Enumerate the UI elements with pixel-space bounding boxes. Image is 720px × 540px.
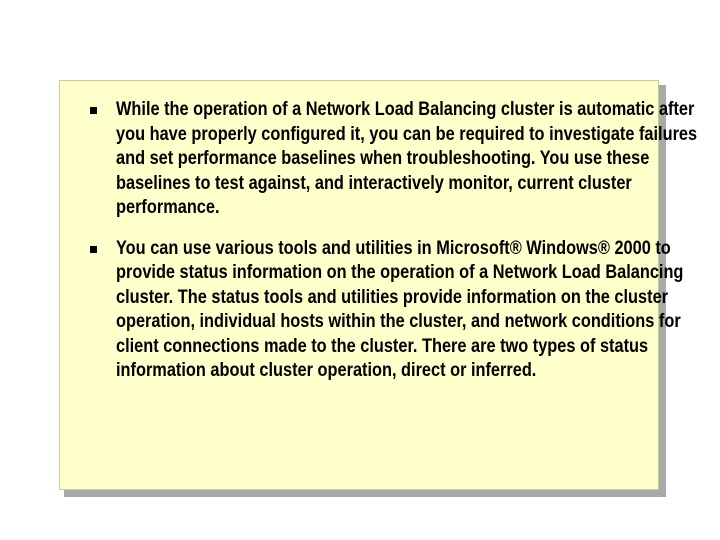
content-panel bbox=[59, 80, 698, 490]
bullet-item bbox=[90, 237, 684, 384]
square-bullet-icon bbox=[90, 107, 97, 114]
bullet-list bbox=[90, 98, 698, 400]
square-bullet-icon bbox=[90, 246, 97, 253]
bullet-text: You can use various tools and utilities in Microsoft® Windows® 2000 to provide status information on the operation of a Network Load Balancing cluster. The status tools and utilities provide information on the cluster operation, individual hosts within the cluster, and network conditions for client connections made to the cluster. There are two types of status information about cluster operation, direct or inferred. bbox=[116, 237, 684, 381]
bullet-item bbox=[90, 98, 698, 221]
bullet-text: While the operation of a Network Load Balancing cluster is automatic after you have properly configured it, you can be required to investigate failures and set performance baselines when troubleshooting. You use these baselines to test against, and interactively monitor, current cluster performance. bbox=[116, 99, 698, 218]
